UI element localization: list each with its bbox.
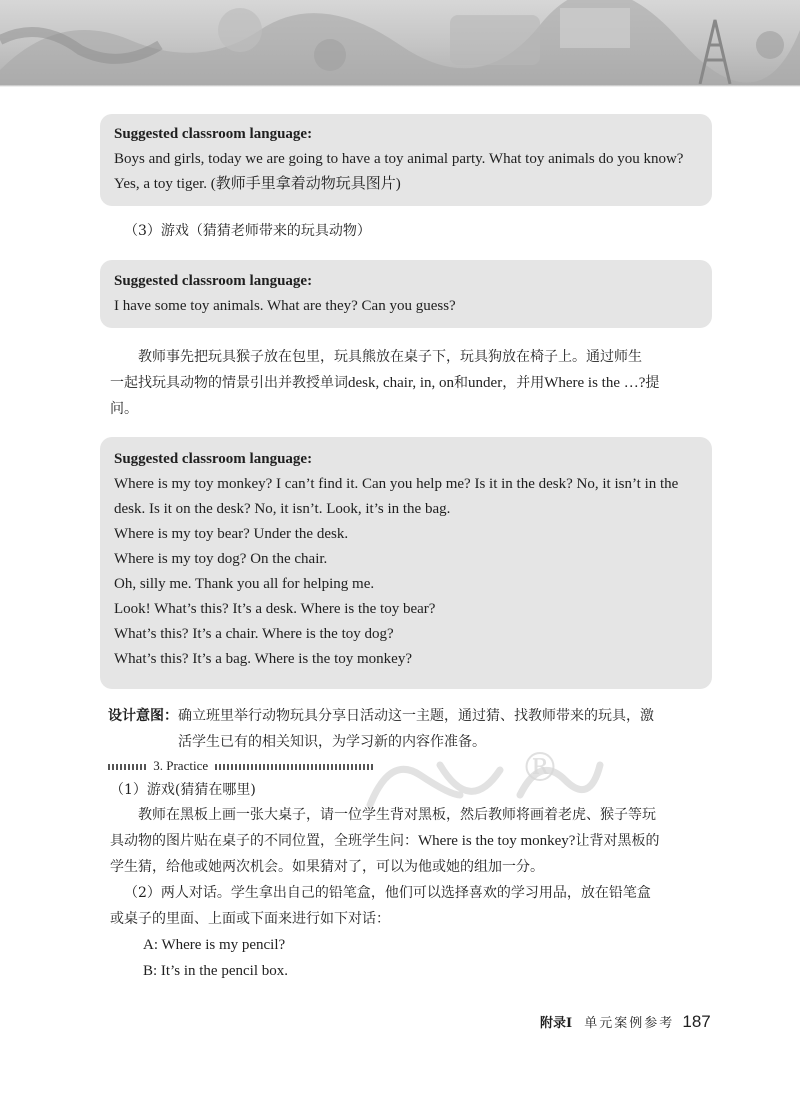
- practice-title: 3. Practice: [153, 758, 209, 773]
- header-banner: [0, 0, 800, 84]
- classroom-language-box-3: [100, 437, 712, 689]
- classroom-language-box-2: [100, 260, 712, 328]
- footer-title: 单元案例参考: [584, 1016, 675, 1031]
- design-line: 活学生已有的相关知识，为学习新的内容作准备。: [178, 734, 486, 750]
- banner-artwork: [0, 0, 800, 84]
- para-line: （2）两人对话。学生拿出自己的铅笔盒，他们可以选择喜欢的学习用品，放在铅笔盒: [124, 885, 651, 901]
- page-footer: [540, 1012, 711, 1032]
- box-heading: Suggested classroom language:: [114, 126, 313, 142]
- step-3-title: （3）游戏（猜猜老师带来的玩具动物）: [124, 223, 371, 239]
- banner-edge: [0, 84, 800, 87]
- sentence-pattern: Where is the …?: [544, 375, 646, 391]
- footer-appendix-label: 附录I: [540, 1016, 573, 1031]
- para-text: ，并用: [502, 375, 545, 391]
- para-line: 学生猜，给他或她两次机会。如果猜对了，可以为他或她的组加一分。: [110, 859, 544, 875]
- vocab-words: desk, chair, in, on: [348, 375, 455, 391]
- para-text: 和: [454, 375, 469, 391]
- paragraph-toy-placement: [110, 344, 710, 422]
- paragraph-guessing-game: [110, 802, 720, 880]
- question-sentence: Where is the toy monkey?: [418, 833, 576, 849]
- page-number: 187: [682, 1012, 711, 1031]
- para-text: 让背对黑板的: [575, 833, 660, 849]
- para-text: 提: [645, 375, 660, 391]
- box-line: I have some toy animals. What are they? Can you guess?: [114, 298, 456, 314]
- step-1-title: （1）游戏(猜猜在哪里): [110, 782, 256, 798]
- box-line: Oh, silly me. Thank you all for helping me.: [114, 576, 375, 592]
- dotted-rule: [108, 764, 146, 770]
- box-line: What’s this? It’s a bag. Where is the toy monkey?: [114, 651, 412, 667]
- box-heading: Suggested classroom language:: [114, 273, 313, 289]
- classroom-language-box-1: [100, 114, 712, 206]
- dotted-rule: [215, 764, 373, 770]
- para-line: 问。: [110, 401, 138, 417]
- box-line: Boys and girls, today we are going to have a toy animal party. What toy animals do you know?: [114, 151, 684, 167]
- design-label: 设计意图：: [108, 708, 178, 724]
- para-line: 教师在黑板上画一张大桌子，请一位学生背对黑板，然后教师将画着老虎、猴子等玩: [138, 807, 656, 823]
- para-line: 教师事先把玩具猴子放在包里，玩具熊放在桌子下，玩具狗放在椅子上。通过师生: [138, 349, 642, 365]
- box-line: Look! What’s this? It’s a desk. Where is the toy bear?: [114, 601, 436, 617]
- box-heading: Suggested classroom language:: [114, 451, 313, 467]
- design-line: 确立班里举行动物玩具分享日活动这一主题，通过猜、找教师带来的玩具，激: [178, 708, 654, 724]
- dialogue-line-a: A: Where is my pencil?: [143, 937, 286, 953]
- registered-mark: ®: [520, 745, 560, 791]
- dialogue-line-b: B: It’s in the pencil box.: [143, 963, 288, 979]
- vocab-word: under: [468, 375, 503, 391]
- para-line: 具动物的图片贴在桌子的不同位置，全班学生问：: [110, 833, 418, 849]
- box-line: desk. Is it on the desk? No, it isn’t. Look, it’s in the bag.: [114, 501, 451, 517]
- practice-heading: [108, 758, 408, 774]
- box-line: Where is my toy dog? On the chair.: [114, 551, 328, 567]
- para-line: 一起找玩具动物的情景引出并教授单词: [110, 375, 348, 391]
- box-line: What’s this? It’s a chair. Where is the toy dog?: [114, 626, 394, 642]
- box-line: Where is my toy monkey? I can’t find it. Can you help me? Is it in the desk? No, it isn’t in the: [114, 476, 679, 492]
- box-line: Where is my toy bear? Under the desk.: [114, 526, 349, 542]
- box-line: Yes, a toy tiger. (教师手里拿着动物玩具图片): [114, 176, 401, 192]
- para-line: 或桌子的里面、上面或下面来进行如下对话：: [110, 911, 390, 927]
- paragraph-pair-dialogue: [110, 880, 720, 932]
